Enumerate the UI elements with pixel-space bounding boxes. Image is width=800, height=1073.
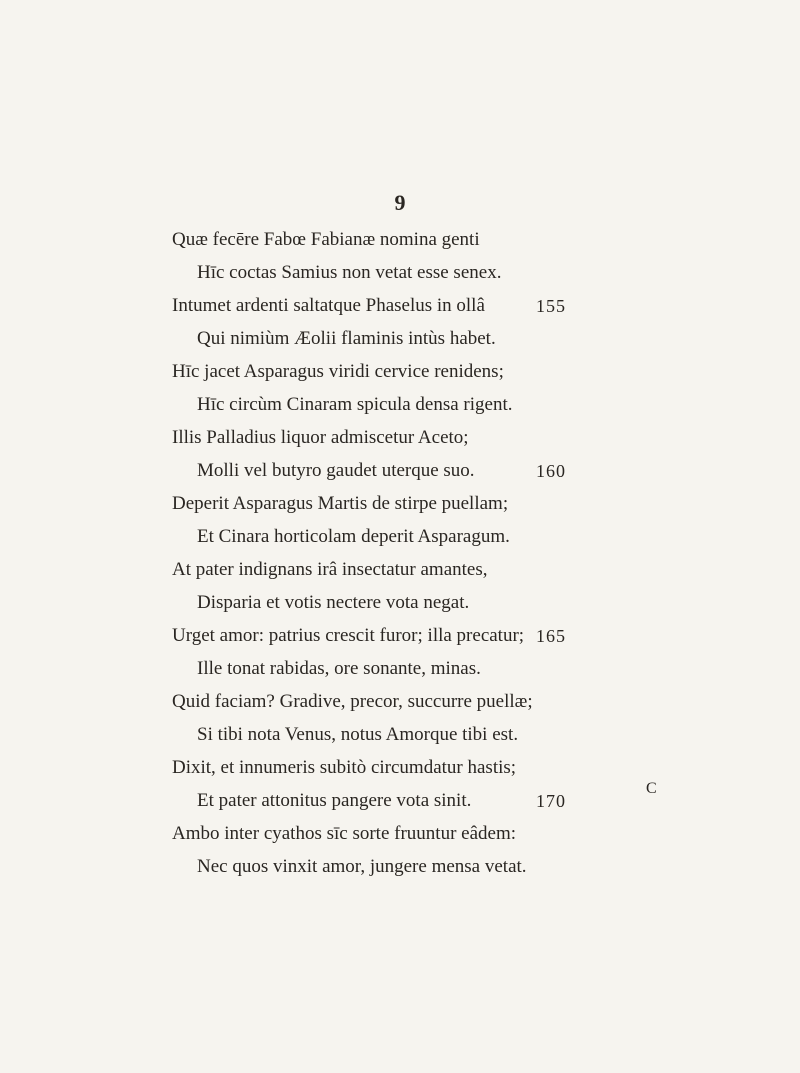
line-text: Hīc jacet Asparagus viridi cervice renidens; <box>172 361 504 382</box>
line-number: 165 <box>536 626 566 646</box>
line-text: Urget amor: patrius crescit furor; illa precatur; <box>172 625 525 646</box>
line-text: Molli vel butyro gaudet uterque suo. <box>197 460 475 481</box>
line-text: Ambo inter cyathos sīc sorte fruuntur eâdem: <box>172 823 517 844</box>
line-text: Hīc coctas Samius non vetat esse senex. <box>197 262 502 283</box>
line-text: Hīc circùm Cinaram spicula densa rigent. <box>197 394 513 415</box>
line-text: Disparia et votis nectere vota negat. <box>197 592 470 613</box>
line-text: Dixit, et innumeris subitò circumdatur hastis; <box>172 757 517 778</box>
line-text: At pater indignans irâ insectatur amantes, <box>172 559 488 580</box>
line-text: Si tibi nota Venus, notus Amorque tibi est. <box>197 724 519 745</box>
line-text: Intumet ardenti saltatque Phaselus in ollâ <box>172 295 485 316</box>
line-text: Quid faciam? Gradive, precor, succurre puellæ; <box>172 691 533 712</box>
line-text: Nec quos vinxit amor, jungere mensa vetat. <box>197 856 527 877</box>
line-number: 160 <box>536 461 566 481</box>
signature-mark: C <box>646 780 657 797</box>
line-text: Qui nimiùm Æolii flaminis intùs habet. <box>197 328 496 349</box>
line-number: 170 <box>536 791 566 811</box>
line-text: Deperit Asparagus Martis de stirpe puellam; <box>172 493 509 514</box>
line-text: Illis Palladius liquor admiscetur Aceto; <box>172 427 469 448</box>
line-text: Et pater attonitus pangere vota sinit. <box>197 790 472 811</box>
line-text: Ille tonat rabidas, ore sonante, minas. <box>197 658 481 679</box>
page-number: 9 <box>394 190 406 215</box>
line-text: Quæ fecēre Fabœ Fabianæ nomina genti <box>172 229 480 250</box>
line-number: 155 <box>536 296 566 316</box>
line-text: Et Cinara horticolam deperit Asparagum. <box>197 526 510 547</box>
